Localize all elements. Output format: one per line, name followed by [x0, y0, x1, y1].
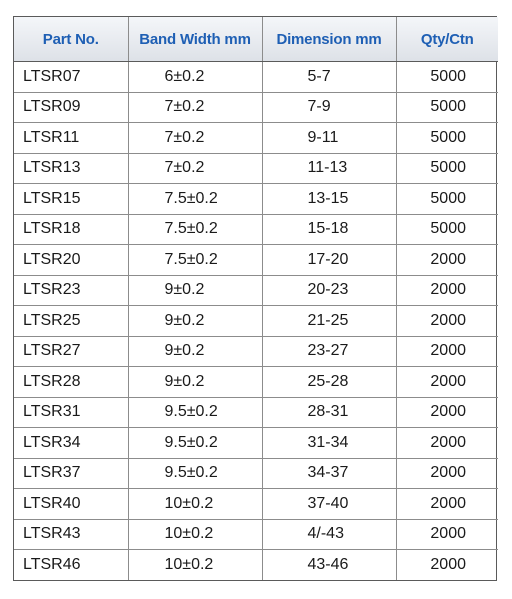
part-no-cell: LTSR46: [14, 550, 128, 580]
dimension-cell: 17-20: [262, 245, 396, 276]
qty-ctn-cell: 5000: [396, 123, 498, 154]
dimension-cell: 5-7: [262, 62, 396, 93]
band-width-cell: 9±0.2: [128, 367, 262, 398]
band-width-cell: 7±0.2: [128, 92, 262, 123]
dimension-cell: 28-31: [262, 397, 396, 428]
table-row: [14, 519, 498, 550]
qty-ctn-cell: 5000: [396, 214, 498, 245]
part-no-cell: LTSR43: [14, 519, 128, 550]
part-no-cell: LTSR11: [14, 123, 128, 154]
qty-ctn-cell: 2000: [430, 555, 466, 573]
header-band-width: Band Width mm: [128, 17, 262, 62]
part-no-cell: LTSR13: [14, 153, 128, 184]
qty-ctn-cell: 5000: [396, 62, 498, 93]
table-row: [14, 489, 498, 520]
dimension-cell: 37-40: [262, 489, 396, 520]
part-no-cell: LTSR31: [14, 397, 128, 428]
dimension-cell: 43-46: [262, 550, 396, 580]
qty-ctn-cell: 5000: [396, 92, 498, 123]
qty-ctn-cell: 2000: [396, 245, 498, 276]
band-width-cell: 10±0.2: [128, 550, 262, 580]
header-part-no: Part No.: [14, 17, 128, 62]
qty-ctn-cell: 2000: [396, 367, 498, 398]
header-dimension: Dimension mm: [262, 17, 396, 62]
table-row: [14, 92, 498, 123]
table-row: [14, 275, 498, 306]
qty-ctn-cell: 2000: [396, 306, 498, 337]
table-row: [14, 306, 498, 337]
part-no-cell: LTSR37: [14, 458, 128, 489]
part-no-cell: LTSR15: [14, 184, 128, 215]
table-row: [14, 123, 498, 154]
dimension-cell: 13-15: [262, 184, 396, 215]
qty-ctn-cell: 2000: [396, 336, 498, 367]
band-width-cell: 10±0.2: [128, 489, 262, 520]
dimension-cell: 34-37: [262, 458, 396, 489]
table-row: [14, 550, 498, 580]
table-row: [14, 428, 498, 459]
part-no-cell: LTSR34: [14, 428, 128, 459]
table-body: [14, 62, 498, 580]
table-row: [14, 458, 498, 489]
band-width-cell: 7.5±0.2: [128, 214, 262, 245]
band-width-cell: 9±0.2: [128, 306, 262, 337]
qty-ctn-cell: 2000: [396, 397, 498, 428]
qty-ctn-cell: 2000: [396, 519, 498, 550]
qty-ctn-cell: 5000: [396, 184, 498, 215]
dimension-cell: 25-28: [262, 367, 396, 398]
qty-ctn-cell: 2000: [396, 275, 498, 306]
part-no-cell: LTSR09: [14, 92, 128, 123]
band-width-cell: 7±0.2: [128, 153, 262, 184]
dimension-cell: 31-34: [262, 428, 396, 459]
spec-table-container: [13, 16, 497, 581]
band-width-cell: 9±0.2: [128, 275, 262, 306]
dimension-cell: 15-18: [262, 214, 396, 245]
part-no-cell: LTSR27: [14, 336, 128, 367]
dimension-cell: 21-25: [262, 306, 396, 337]
table-row: [14, 153, 498, 184]
qty-ctn-cell: 2000: [396, 489, 498, 520]
table-row: [14, 336, 498, 367]
table-row: [14, 367, 498, 398]
band-width-cell: 6±0.2: [128, 62, 262, 93]
part-no-cell: LTSR28: [14, 367, 128, 398]
header-qty-ctn: Qty/Ctn: [396, 17, 498, 62]
band-width-cell: 9.5±0.2: [128, 397, 262, 428]
band-width-cell: 10±0.2: [128, 519, 262, 550]
dimension-cell: 4/-43: [262, 519, 396, 550]
qty-ctn-cell: 2000: [396, 458, 498, 489]
band-width-cell: 9.5±0.2: [128, 458, 262, 489]
band-width-cell: 9±0.2: [128, 336, 262, 367]
dimension-cell: 23-27: [262, 336, 396, 367]
part-no-cell: LTSR23: [14, 275, 128, 306]
dimension-cell: 11-13: [262, 153, 396, 184]
dimension-cell: 20-23: [262, 275, 396, 306]
band-width-cell: 7.5±0.2: [128, 245, 262, 276]
table-row: [14, 62, 498, 93]
band-width-cell: 9.5±0.2: [128, 428, 262, 459]
spec-table: [14, 17, 498, 580]
dimension-cell: 9-11: [262, 123, 396, 154]
table-row: [14, 184, 498, 215]
table-header: [14, 17, 498, 62]
part-no-cell: LTSR20: [14, 245, 128, 276]
table-row: [14, 245, 498, 276]
part-no-cell: LTSR18: [14, 214, 128, 245]
part-no-cell: LTSR07: [14, 62, 128, 93]
dimension-cell: 7-9: [262, 92, 396, 123]
part-no-cell: LTSR25: [14, 306, 128, 337]
table-row: [14, 214, 498, 245]
table-row: [14, 397, 498, 428]
band-width-cell: 7.5±0.2: [128, 184, 262, 215]
header-row: [14, 17, 498, 62]
qty-ctn-cell: 2000: [396, 428, 498, 459]
part-no-cell: LTSR40: [14, 489, 128, 520]
qty-ctn-cell: 5000: [396, 153, 498, 184]
band-width-cell: 7±0.2: [128, 123, 262, 154]
